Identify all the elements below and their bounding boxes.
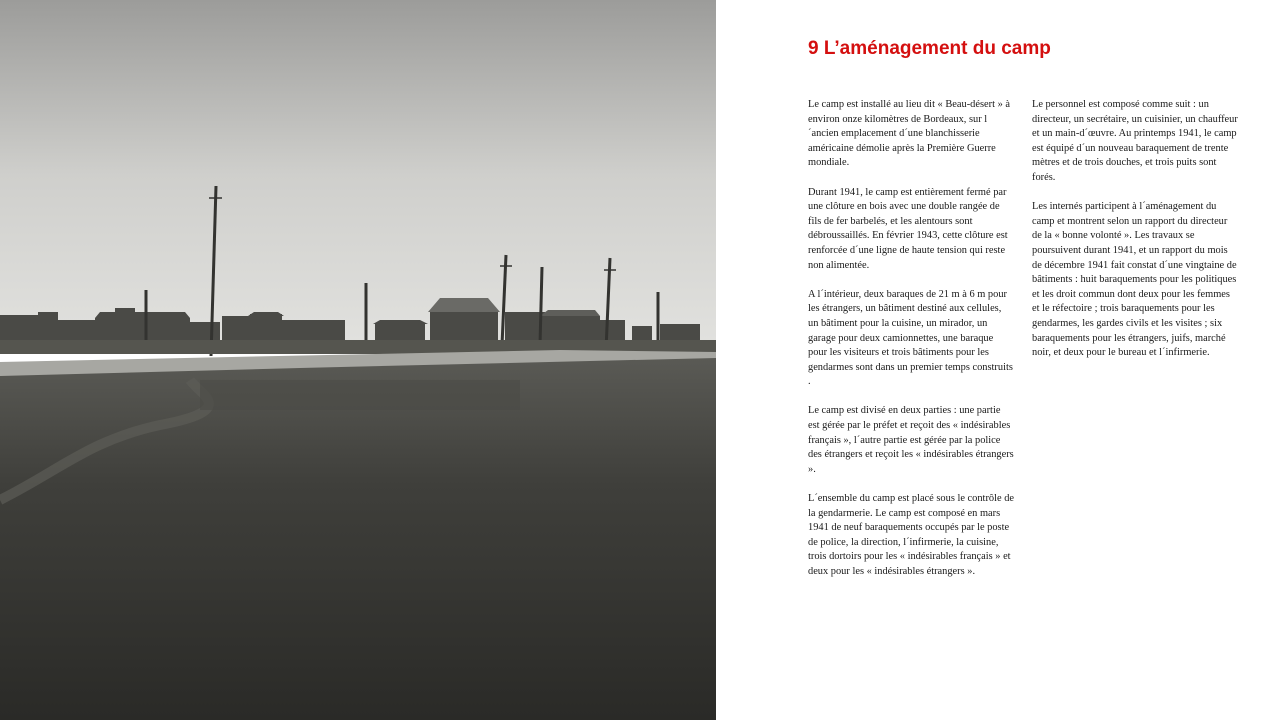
paragraph: Les internés participent à l´aménagement du camp et montrent selon un rapport du directeur de la « bonne volonté ». Les travaux se poursuivent durant 1941, et un rapport du mois de décembre 1941 fait constat d´une vingtaine de bâtiments : huit baraquements pour les politiques et les droit commun dont deux pour les femmes et le réfectoire ; trois baraquements pour les gendarmes, les gardes civils et les visites ; six baraquements pour les étrangers, juifs, marché noir, et deux pour le bureau et l´infirmerie. bbox=[1032, 201, 1237, 359]
paragraph: L´ensemble du camp est placé sous le contrôle de la gendarmerie. Le camp est composé en mars 1941 de neuf baraquements occupés par le poste de police, la direction, l´infirmerie, la cuisine, trois dortoirs pour les « indésirables français » et deux pour les « indésirables étrangers ». bbox=[808, 493, 1015, 577]
text-column-right bbox=[1032, 98, 1238, 375]
paragraph: A l´intérieur, deux baraques de 21 m à 6 m pour les étrangers, un bâtiment destiné aux cellules, un bâtiment pour la cuisine, un mirador, un garage pour deux camionnettes, une baraque pour les visiteurs et trois bâtiments pour les gendarmes sont dans un premier temps construits . bbox=[808, 288, 1013, 388]
paragraph: Le camp est divisé en deux parties : une partie est gérée par le préfet et reçoit des « indésirables français », l´autre partie est gérée par la police des étrangers et reçoit les « indésirables étrangers ». bbox=[808, 405, 1014, 475]
paragraph: Le personnel est composé comme suit : un directeur, un secrétaire, un cuisinier, un chauffeur et un main-d´œuvre. Au printemps 1941, le camp est équipé d´un nouveau baraquement de trente mètres et de trois douches, et trois puits sont forés. bbox=[1032, 99, 1238, 183]
page-title: 9 L’aménagement du camp bbox=[808, 38, 1051, 59]
text-panel bbox=[808, 0, 1248, 720]
paragraph: Durant 1941, le camp est entièrement fermé par une clôture en bois avec une double rangée de fils de fer barbelés, et les alentours sont débroussaillés. En février 1943, cette clôture est renforcée d´une ligne de haute tension qui reste non alimentée. bbox=[808, 186, 1008, 271]
paragraph: Le camp est installé au lieu dit « Beau-désert » à environ onze kilomètres de Bordeaux, sur l´ancien emplacement d´une blanchisserie américaine démolie après la Première Guerre mondiale. bbox=[808, 99, 1010, 169]
text-column-left bbox=[808, 98, 1014, 594]
